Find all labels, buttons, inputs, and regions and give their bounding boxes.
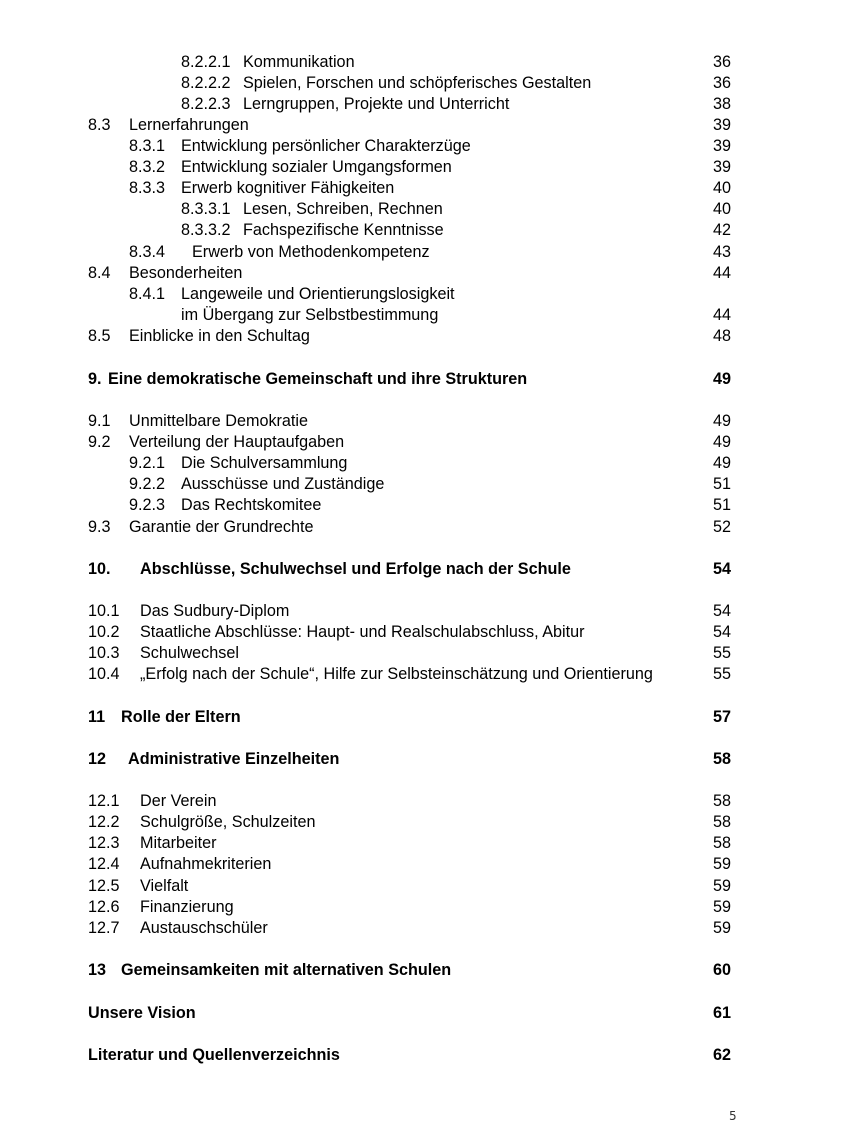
toc-chapter-entry[interactable] [0,1003,845,1024]
toc-entry-number: 9.2.1 [129,454,166,472]
toc-entry-title: Unmittelbare Demokratie [129,412,309,430]
toc-entry-page: 40 [712,200,731,218]
toc-entry-page: 58 [712,750,731,768]
toc-entry-number: 8.3.2 [129,158,166,176]
toc-entry-number: 9.1 [88,412,111,430]
toc-entry-number: 10.2 [88,623,120,641]
toc-entry-page: 36 [712,53,731,71]
toc-chapter-entry[interactable] [0,707,845,728]
toc-entry-number: 13 [88,961,107,979]
toc-entry[interactable] [0,622,845,643]
toc-entry-title: Die Schulversammlung [181,454,348,472]
toc-entry[interactable] [0,284,845,305]
toc-entry[interactable] [0,136,845,157]
toc-entry[interactable] [0,517,845,538]
toc-entry-page: 61 [712,1004,731,1022]
toc-entry[interactable] [0,876,845,897]
toc-entry-page: 55 [712,644,731,662]
toc-entry-number: 12.5 [88,877,120,895]
toc-entry-title: Erwerb von Methodenkompetenz [192,243,430,261]
toc-entry-number: 8.3.3.1 [181,200,231,218]
toc-entry[interactable] [0,664,845,685]
toc-chapter-entry[interactable] [0,559,845,580]
toc-entry-number: 9.2 [88,433,111,451]
toc-entry-page: 59 [712,877,731,895]
toc-entry-number: 10.1 [88,602,120,620]
toc-entry-title: Das Sudbury-Diplom [140,602,290,620]
toc-entry[interactable] [0,791,845,812]
toc-entry-title: „Erfolg nach der Schule“, Hilfe zur Selbsteinschätzung und Orientierung [140,665,653,683]
toc-entry[interactable] [0,263,845,284]
toc-entry-page: 51 [712,475,731,493]
toc-entry-page: 39 [712,158,731,176]
toc-entry-number: 8.3.3.2 [181,221,231,239]
toc-entry-title: Besonderheiten [129,264,243,282]
toc-entry-page: 44 [712,264,731,282]
toc-entry-title: Staatliche Abschlüsse: Haupt- und Realschulabschluss, Abitur [140,623,585,641]
toc-entry-title: Literatur und Quellenverzeichnis [88,1046,340,1064]
toc-entry-page: 44 [712,306,731,324]
toc-entry[interactable] [0,305,845,326]
toc-entry-page: 60 [712,961,731,979]
toc-entry-number: 8.2.2.1 [181,53,231,71]
toc-entry-title: Kommunikation [243,53,355,71]
toc-entry-page: 54 [712,602,731,620]
toc-entry-title: Ausschüsse und Zuständige [181,475,385,493]
toc-entry-title: Spielen, Forschen und schöpferisches Gestalten [243,74,592,92]
toc-entry-page: 40 [712,179,731,197]
toc-entry-number: 9.3 [88,518,111,536]
toc-entry-page: 49 [712,370,731,388]
toc-entry[interactable] [0,326,845,347]
toc-entry-page: 59 [712,855,731,873]
toc-entry-title: Einblicke in den Schultag [129,327,310,345]
toc-chapter-entry[interactable] [0,1045,845,1066]
toc-entry-number: 8.5 [88,327,111,345]
toc-entry-page: 39 [712,137,731,155]
toc-entry-title: Austauschschüler [140,919,268,937]
toc-entry[interactable] [0,242,845,263]
toc-entry-number: 8.3.4 [129,243,166,261]
toc-entry-number: 12.2 [88,813,120,831]
toc-entry-page: 36 [712,74,731,92]
toc-entry-page: 51 [712,496,731,514]
toc-entry-title: Vielfalt [140,877,189,895]
toc-entry-number: 8.4 [88,264,111,282]
toc-entry[interactable] [0,178,845,199]
toc-entry-title: im Übergang zur Selbstbestimmung [181,306,439,324]
toc-entry[interactable] [0,854,845,875]
toc-entry-number: 10.3 [88,644,120,662]
toc-entry-number: 9. [88,370,102,388]
toc-entry-title: Das Rechtskomitee [181,496,322,514]
toc-chapter-entry[interactable] [0,369,845,390]
toc-entry-page: 39 [712,116,731,134]
toc-entry-page: 48 [712,327,731,345]
toc-entry-number: 8.3 [88,116,111,134]
toc-entry-number: 12 [88,750,107,768]
toc-entry-number: 12.6 [88,898,120,916]
toc-entry-page: 54 [712,623,731,641]
toc-entry[interactable] [0,897,845,918]
toc-entry[interactable] [0,73,845,94]
toc-entry[interactable] [0,411,845,432]
toc-entry[interactable] [0,432,845,453]
toc-entry-page: 58 [712,792,731,810]
toc-entry-page: 59 [712,898,731,916]
toc-entry-page: 59 [712,919,731,937]
toc-entry-title: Schulgröße, Schulzeiten [140,813,316,831]
toc-entry-number: 11 [88,708,106,726]
toc-entry[interactable] [0,918,845,939]
toc-entry-number: 10. [88,560,111,578]
toc-entry[interactable] [0,115,845,136]
toc-entry-title: Mitarbeiter [140,834,217,852]
toc-entry-title: Abschlüsse, Schulwechsel und Erfolge nach der Schule [140,560,571,578]
toc-entry-number: 8.3.1 [129,137,166,155]
toc-entry-page: 49 [712,433,731,451]
toc-entry-title: Rolle der Eltern [121,708,241,726]
toc-entry-number: 9.2.3 [129,496,166,514]
toc-entry[interactable] [0,601,845,622]
toc-entry-title: Entwicklung sozialer Umgangsformen [181,158,452,176]
toc-entry-title: Finanzierung [140,898,234,916]
toc-entry-title: Aufnahmekriterien [140,855,272,873]
toc-entry[interactable] [0,52,845,73]
toc-entry-title: Fachspezifische Kenntnisse [243,221,444,239]
toc-entry-page: 38 [712,95,731,113]
toc-entry-title: Gemeinsamkeiten mit alternativen Schulen [121,961,452,979]
toc-entry-title: Lernerfahrungen [129,116,249,134]
toc-chapter-entry[interactable] [0,960,845,981]
page-number: 5 [729,1109,737,1123]
toc-entry-number: 12.4 [88,855,120,873]
toc-entry[interactable] [0,474,845,495]
toc-entry-title: Verteilung der Hauptaufgaben [129,433,345,451]
toc-entry-number: 8.3.3 [129,179,166,197]
toc-entry-title: Der Verein [140,792,217,810]
toc-entry-page: 42 [712,221,731,239]
toc-entry-number: 12.7 [88,919,120,937]
toc-entry-number: 8.2.2.2 [181,74,231,92]
toc-entry-title: Unsere Vision [88,1004,196,1022]
toc-entry-title: Erwerb kognitiver Fähigkeiten [181,179,395,197]
toc-entry-page: 43 [712,243,731,261]
toc-entry[interactable] [0,495,845,516]
toc-entry-title: Entwicklung persönlicher Charakterzüge [181,137,471,155]
toc-chapter-entry[interactable] [0,749,845,770]
toc-entry-page: 49 [712,454,731,472]
toc-entry[interactable] [0,833,845,854]
toc-entry-title: Lesen, Schreiben, Rechnen [243,200,443,218]
toc-entry-number: 12.3 [88,834,120,852]
toc-entry[interactable] [0,199,845,220]
toc-entry-page: 62 [712,1046,731,1064]
toc-entry[interactable] [0,94,845,115]
toc-entry-page: 54 [712,560,731,578]
toc-entry-page: 55 [712,665,731,683]
toc-entry-page: 58 [712,813,731,831]
toc-entry-title: Langeweile und Orientierungslosigkeit [181,285,455,303]
toc-entry-number: 12.1 [88,792,120,810]
toc-entry[interactable] [0,812,845,833]
toc-entry-page: 57 [712,708,731,726]
toc-entry-page: 49 [712,412,731,430]
toc-entry-page: 52 [712,518,731,536]
toc-entry[interactable] [0,643,845,664]
toc-entry-page: 58 [712,834,731,852]
toc-entry-number: 9.2.2 [129,475,166,493]
toc-entry-title: Eine demokratische Gemeinschaft und ihre Strukturen [108,370,528,388]
toc-entry[interactable] [0,453,845,474]
toc-entry-number: 8.2.2.3 [181,95,231,113]
toc-entry-number: 8.4.1 [129,285,166,303]
toc-entry-title: Administrative Einzelheiten [128,750,340,768]
toc-entry-title: Garantie der Grundrechte [129,518,314,536]
toc-entry-number: 10.4 [88,665,120,683]
toc-entry[interactable] [0,157,845,178]
toc-entry-title: Schulwechsel [140,644,239,662]
toc-entry-title: Lerngruppen, Projekte und Unterricht [243,95,510,113]
toc-entry[interactable] [0,220,845,241]
